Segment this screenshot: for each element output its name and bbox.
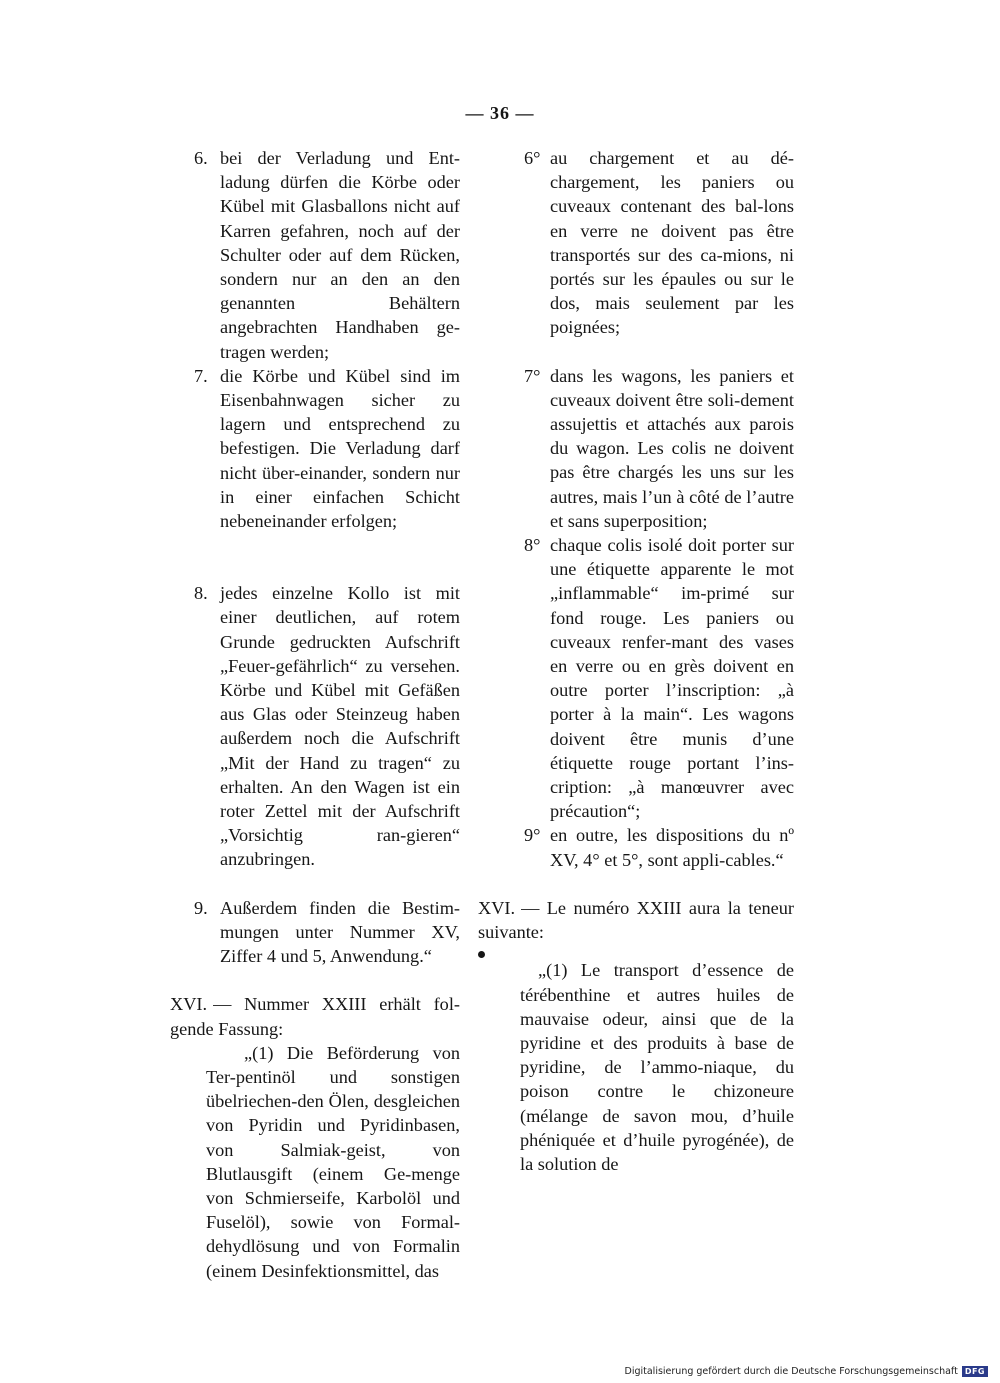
german-section-heading [168, 992, 460, 1040]
footer-text: Digitalisierung gefördert durch die Deutsche Forschungsgemeinschaft [624, 1366, 958, 1377]
item-number: 6. [194, 148, 208, 168]
item-text: chaque colis isolé doit porter sur une étiquette apparente le mot „inflammable“ im-primé sur fond rouge. Les paniers ou cuveaux renfer-mant des vases en verre ou en grès doivent en outre porter l’inscription: „à porter à la main“. Les wagons doivent être munis d’une étiquette rouge portant l’ins-cription: „à manœuvrer avec précaution“; [550, 535, 794, 822]
french-column [476, 146, 794, 1176]
section-number: XVI. [170, 994, 208, 1015]
german-column [168, 146, 460, 1283]
french-item-7 [476, 364, 794, 533]
item-number: 7. [194, 365, 208, 386]
item-text: en outre, les dispositions du nº XV, 4° et 5°, sont appli-cables.“ [550, 825, 794, 870]
french-quote: „(1) Le transport d’essence de térébenthine et autres huiles de mauvaise odeur, ainsi que de la pyridine et des produits à base de pyridine, de l’ammo-niaque, du poison contre le chizoneure (mélange de savon mou, d’huile phéniquée et d’huile pyrogénée), de la solution de [520, 960, 794, 1174]
item-number: 8. [194, 583, 208, 604]
item-number: 7° [524, 365, 541, 386]
item-text: au chargement et au dé-chargement, les paniers ou cuveaux contenant des bal-lons en verre ne doivent pas être transportés sur des ca-mions, ni portés sur les épaules ou sur le dos, mais seulement par les poignées; [550, 148, 794, 338]
section-text: — Nummer XXIII erhält fol-gende Fassung: [170, 994, 460, 1039]
german-quote: „(1) Die Beförderung von Ter-pentinöl und sonstigen übelriechen-den Ölen, desgleichen von Pyridin und Pyridinbasen, von Salmiak-geist, von Blutlausgift (einem Ge-menge von Schmierseife, Karbolöl und Fuselöl), sowie von Formal-dehydlösung und von Formalin (einem Desinfektionsmittel, das [206, 1042, 460, 1281]
french-item-9 [476, 823, 794, 871]
item-text: die Körbe und Kübel sind im Eisenbahnwagen sicher zu lagern und entsprechend zu befestigen. Die Verladung darf nicht über-einander, sondern nur in einer einfachen Schicht nebeneinander erfolgen; [220, 365, 460, 532]
german-item-6 [168, 146, 460, 364]
german-item-7 [168, 364, 460, 533]
item-number: 9° [524, 825, 541, 846]
dfg-logo: DFG [962, 1366, 988, 1377]
item-number: 6° [524, 148, 541, 168]
item-text: jedes einzelne Kollo ist mit einer deutlichen, auf rotem Grunde gedruckten Aufschrift „Feuer-gefährlich“ zu versehen. Körbe und Kübel mit Gefäßen aus Glas oder Steinzeug haben außerdem noch die Aufschrift „Mit der Hand zu tragen“ zu erhalten. An den Wagen ist ein roter Zettel mit der Aufschrift „Vorsichtig ran-gieren“ anzubringen. [220, 583, 460, 870]
section-number: XVI. [478, 897, 516, 918]
french-item-6 [476, 146, 794, 340]
german-item-8 [168, 581, 460, 871]
french-item-8 [476, 533, 794, 823]
page-number: — 36 — [465, 103, 535, 123]
german-item-9 [168, 896, 460, 969]
item-number: 9. [194, 897, 208, 918]
digitization-footer [625, 1366, 988, 1377]
item-text: dans les wagons, les paniers et cuveaux doivent être soli-dement assujettis et attachés aux parois du wagon. Les colis ne doivent pas être chargés les uns sur les autres, mais l’un à côté de l’autre et sans superposition; [550, 365, 794, 531]
item-text: Außerdem finden die Bestim-mungen unter Nummer XV, Ziffer 4 und 5, Anwendung.“ [220, 897, 460, 967]
item-text: bei der Verladung und Ent-ladung dürfen die Körbe oder Kübel mit Glasballons nicht auf Karren gefahren, noch auf der Schulter oder auf dem Rücken, sondern nur an den an den genannten Behältern angebrachten Handhaben ge-tragen werden; [220, 148, 460, 362]
french-section-heading [476, 896, 794, 944]
item-number: 8° [524, 535, 541, 556]
section-text: — Le numéro XXIII aura la teneur suivante: [478, 897, 794, 943]
